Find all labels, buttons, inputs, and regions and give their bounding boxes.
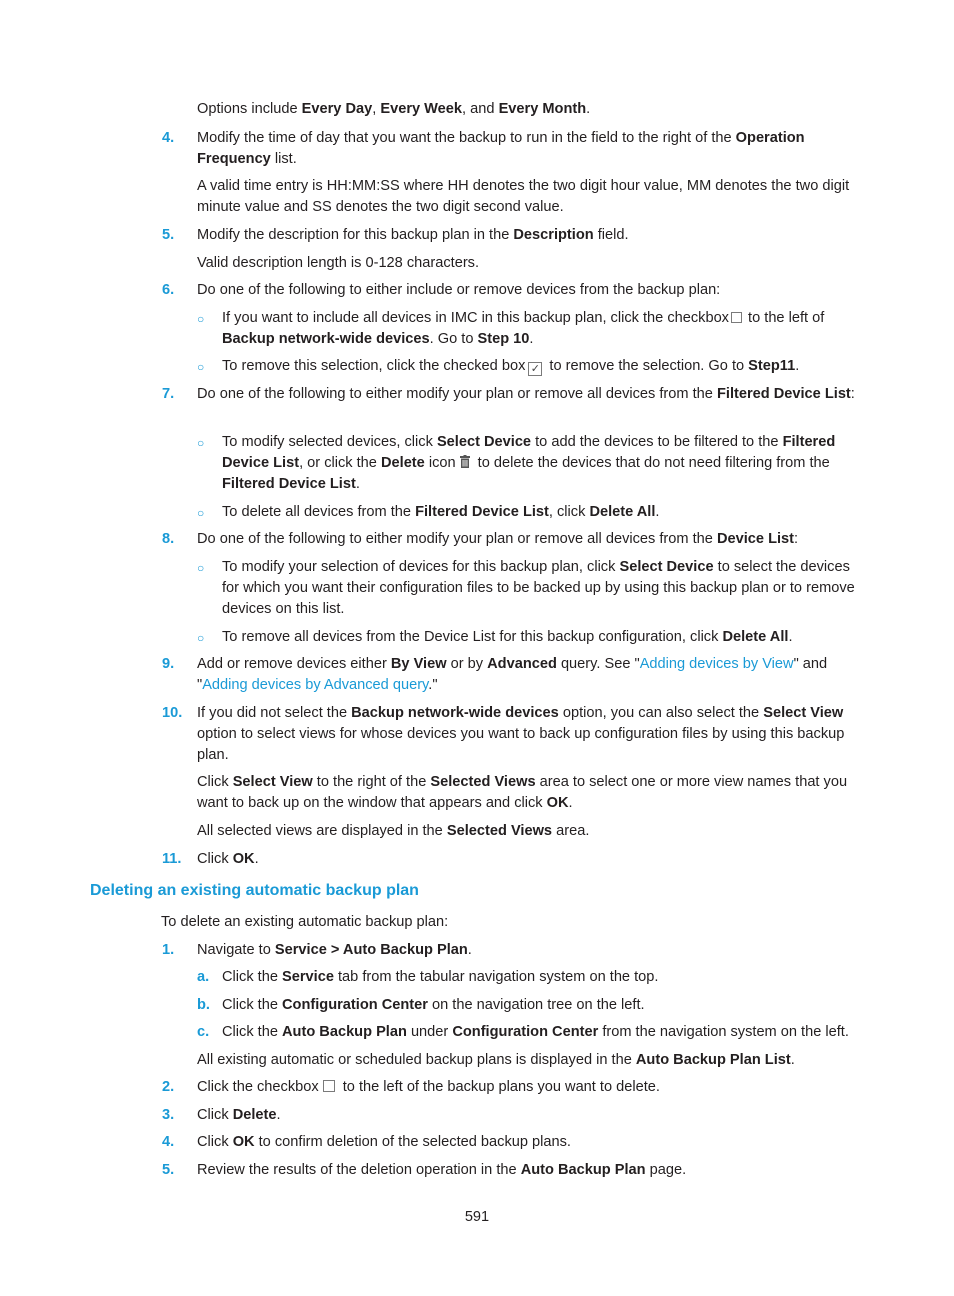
bullet-text: To modify selected devices, click Select Device to add the devices to be filtered to the Filtered Device List, or click the Delete icon to delete the devices that do not need filtering from the Filtered Device List.: [222, 434, 836, 492]
bullet-icon: ○: [197, 436, 205, 450]
bullet-icon: ○: [197, 561, 205, 575]
step-text: Do one of the following to either modify your plan or remove all devices from the Device List:: [197, 531, 799, 547]
step-number: 1.: [162, 942, 175, 958]
step-note: All existing automatic or scheduled backup plans is displayed in the Auto Backup Plan List.: [197, 1052, 795, 1068]
trash-icon: [460, 455, 470, 468]
step-note: A valid time entry is HH:MM:SS where HH denotes the two digit hour value, MM denotes the two digit minute value and SS denotes the two digit second value.: [197, 178, 850, 215]
step-number: 5.: [162, 1162, 175, 1178]
step-number: 10.: [162, 705, 183, 721]
step-number: 3.: [162, 1107, 175, 1123]
substep-letter: c.: [197, 1024, 210, 1040]
step-text: Click OK.: [197, 851, 259, 867]
bullet-text: To delete all devices from the Filtered Device List, click Delete All.: [222, 504, 660, 520]
bullet-icon: ○: [197, 631, 205, 645]
substep-text: Click the Auto Backup Plan under Configuration Center from the navigation system on the left.: [222, 1024, 849, 1040]
step-text: Modify the time of day that you want the backup to run in the field to the right of the Operation Frequency list.: [197, 130, 805, 167]
step-number: 9.: [162, 656, 175, 672]
step-text: Modify the description for this backup plan in the Description field.: [197, 227, 629, 243]
step-text: Do one of the following to either include or remove devices from the backup plan:: [197, 282, 721, 298]
step-text: If you did not select the Backup network-wide devices option, you can also select the Select View option to select views for whose devices you want to back up configuration files by using this backup plan.: [197, 705, 845, 763]
step-text: Navigate to Service > Auto Backup Plan.: [197, 942, 472, 958]
step-number: 2.: [162, 1079, 175, 1095]
intro-text: To delete an existing automatic backup plan:: [161, 914, 449, 930]
checked-box-icon: ✓: [528, 362, 542, 376]
step-number: 4.: [162, 130, 175, 146]
step-number: 5.: [162, 227, 175, 243]
step-text: Do one of the following to either modify your plan or remove all devices from the Filtered Device List:: [197, 386, 855, 402]
bullet-text: To modify your selection of devices for this backup plan, click Select Device to select the devices for which you want their configuration files to be backed up by using this backup plan or to remove devices on this list.: [222, 559, 855, 617]
step-number: 8.: [162, 531, 175, 547]
step-text: Click the checkbox to the left of the backup plans you want to delete.: [197, 1079, 660, 1095]
link-adding-devices-by-advanced-query[interactable]: Adding devices by Advanced query: [202, 677, 429, 693]
substep-text: Click the Service tab from the tabular navigation system on the top.: [222, 969, 659, 985]
bullet-icon: ○: [197, 360, 205, 374]
substep-letter: b.: [197, 997, 210, 1013]
page-number: 591: [464, 1209, 490, 1225]
step-number: 4.: [162, 1134, 175, 1150]
step-note: Valid description length is 0-128 characters.: [197, 255, 480, 271]
bullet-text: To remove this selection, click the checked box ✓ to remove the selection. Go to Step11.: [222, 358, 800, 375]
substep-text: Click the Configuration Center on the navigation tree on the left.: [222, 997, 645, 1013]
bullet-icon: ○: [197, 506, 205, 520]
substep-letter: a.: [197, 969, 210, 985]
options-paragraph: Options include Every Day, Every Week, and Every Month.: [197, 101, 591, 117]
step-number: 11.: [162, 851, 182, 867]
step-text: Add or remove devices either By View or by Advanced query. See "Adding devices by View" and "Adding devices by Advanced query.": [197, 656, 828, 693]
step-text: Review the results of the deletion operation in the Auto Backup Plan page.: [197, 1162, 687, 1178]
step-number: 6.: [162, 282, 175, 298]
section-heading: Deleting an existing automatic backup plan: [90, 882, 419, 899]
step-text: Click OK to confirm deletion of the selected backup plans.: [197, 1134, 571, 1150]
bullet-text: If you want to include all devices in IMC in this backup plan, click the checkbox to the left of Backup network-wide devices. Go to Step 10.: [222, 310, 825, 347]
link-adding-devices-by-view[interactable]: Adding devices by View: [639, 656, 794, 672]
bullet-icon: ○: [197, 312, 205, 326]
checkbox-icon: [323, 1080, 335, 1092]
step-note: All selected views are displayed in the Selected Views area.: [197, 823, 590, 839]
step-text: Click Delete.: [197, 1107, 281, 1123]
checkbox-icon: [731, 312, 742, 323]
step-number: 7.: [162, 386, 175, 402]
bullet-text: To remove all devices from the Device List for this backup configuration, click Delete All.: [222, 629, 793, 645]
step-note: Click Select View to the right of the Selected Views area to select one or more view names that you want to back up on the window that appears and click OK.: [197, 774, 848, 811]
